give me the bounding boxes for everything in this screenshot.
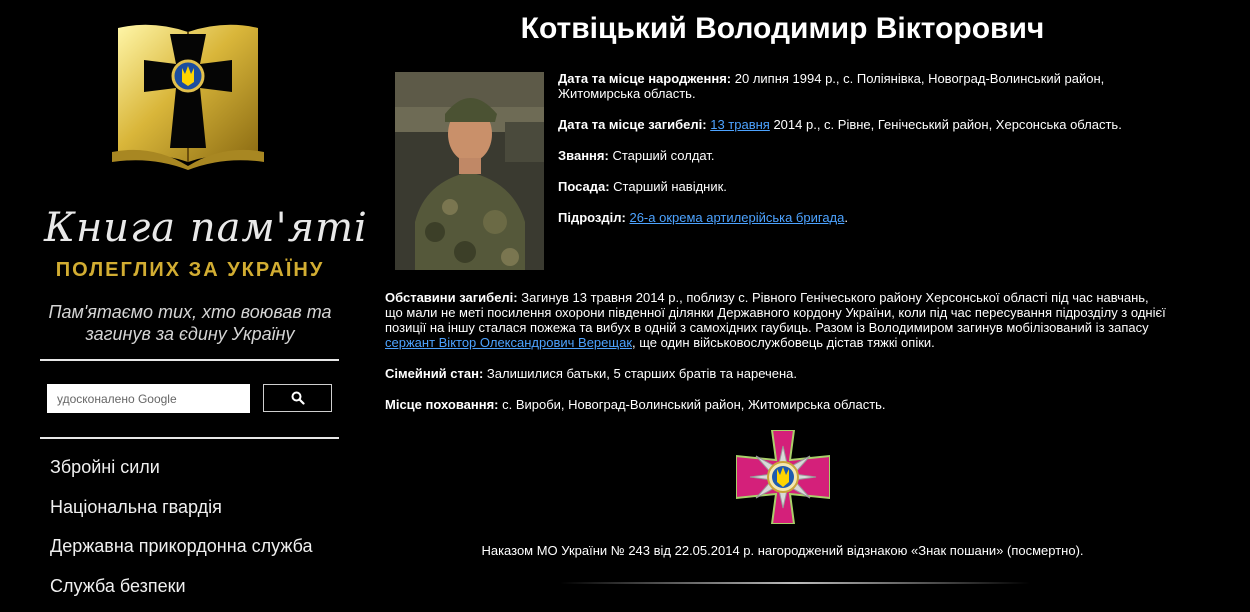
logo-subtitle: ПОЛЕГЛИХ ЗА УКРАЇНУ bbox=[44, 259, 336, 282]
search-button[interactable] bbox=[263, 384, 332, 412]
page-title: Котвіцький Володимир Вікторович bbox=[400, 8, 1165, 50]
sidebar-item-border-service[interactable]: Державна прикордонна служба bbox=[50, 533, 313, 573]
divider bbox=[40, 359, 339, 361]
unit-info: Підрозділ: 26-а окрема артилерійська бригада. bbox=[558, 210, 1158, 225]
search-field[interactable] bbox=[47, 384, 250, 413]
sergeant-link[interactable]: сержант Віктор Олександрович Верещак bbox=[385, 335, 632, 350]
search-input[interactable] bbox=[57, 392, 240, 406]
circumstances: Обставини загибелі: Загинув 13 травня 2014 р., поблизу с. Рівного Генічеського району Херсонської області під час навчань, що мали не меті посилення охорони південної ділянки Державного кордону України, коли під час пересування підрозділу з однієї позиції на іншу сталася пожежа та вибух в одній з самохідних гаубиць. Разом із Володимиром загинув мобілізований із запасу сержант Віктор Олександрович Верещак, ще один військовослужбовець дістав тяжкі опіки. bbox=[385, 290, 1170, 350]
tagline: Пам'ятаємо тих, хто воював та загинув за єдину Україну bbox=[44, 301, 336, 345]
sidebar-item-armed-forces[interactable]: Збройні сили bbox=[50, 454, 313, 494]
birth-info: Дата та місце народження: 20 липня 1994 р., с. Поліянівка, Новоград-Волинський район, Житомирська область. bbox=[558, 71, 1158, 101]
book-cross-icon[interactable] bbox=[112, 20, 264, 170]
person-info bbox=[558, 71, 1158, 241]
rank-info: Звання: Старший солдат. bbox=[558, 148, 1158, 163]
sidebar-item-national-guard[interactable]: Національна гвардія bbox=[50, 494, 313, 534]
divider bbox=[40, 437, 339, 439]
portrait-photo bbox=[395, 72, 544, 270]
search-icon bbox=[291, 391, 305, 405]
death-info: Дата та місце загибелі: 13 травня 2014 р., с. Рівне, Генічеський район, Херсонська область. bbox=[558, 117, 1158, 132]
sidebar-item-security-service[interactable]: Служба безпеки bbox=[50, 573, 313, 612]
unit-link[interactable]: 26-а окрема артилерійська бригада bbox=[629, 210, 844, 225]
sidebar-nav bbox=[50, 454, 313, 612]
divider bbox=[560, 582, 1030, 584]
position-info: Посада: Старший навідник. bbox=[558, 179, 1158, 194]
medal-icon bbox=[736, 430, 830, 524]
sidebar bbox=[0, 0, 375, 600]
award-text: Наказом МО України № 243 від 22.05.2014 р. нагороджений відзнакою «Знак пошани» (посмертно). bbox=[400, 543, 1165, 558]
family-status: Сімейний стан: Залишилися батьки, 5 старших братів та наречена. bbox=[385, 366, 1170, 381]
death-date-link[interactable]: 13 травня bbox=[710, 117, 770, 132]
logo-title[interactable]: Книга пам'яті bbox=[44, 200, 336, 256]
burial-place: Місце поховання: с. Вироби, Новоград-Волинський район, Житомирська область. bbox=[385, 397, 1170, 412]
